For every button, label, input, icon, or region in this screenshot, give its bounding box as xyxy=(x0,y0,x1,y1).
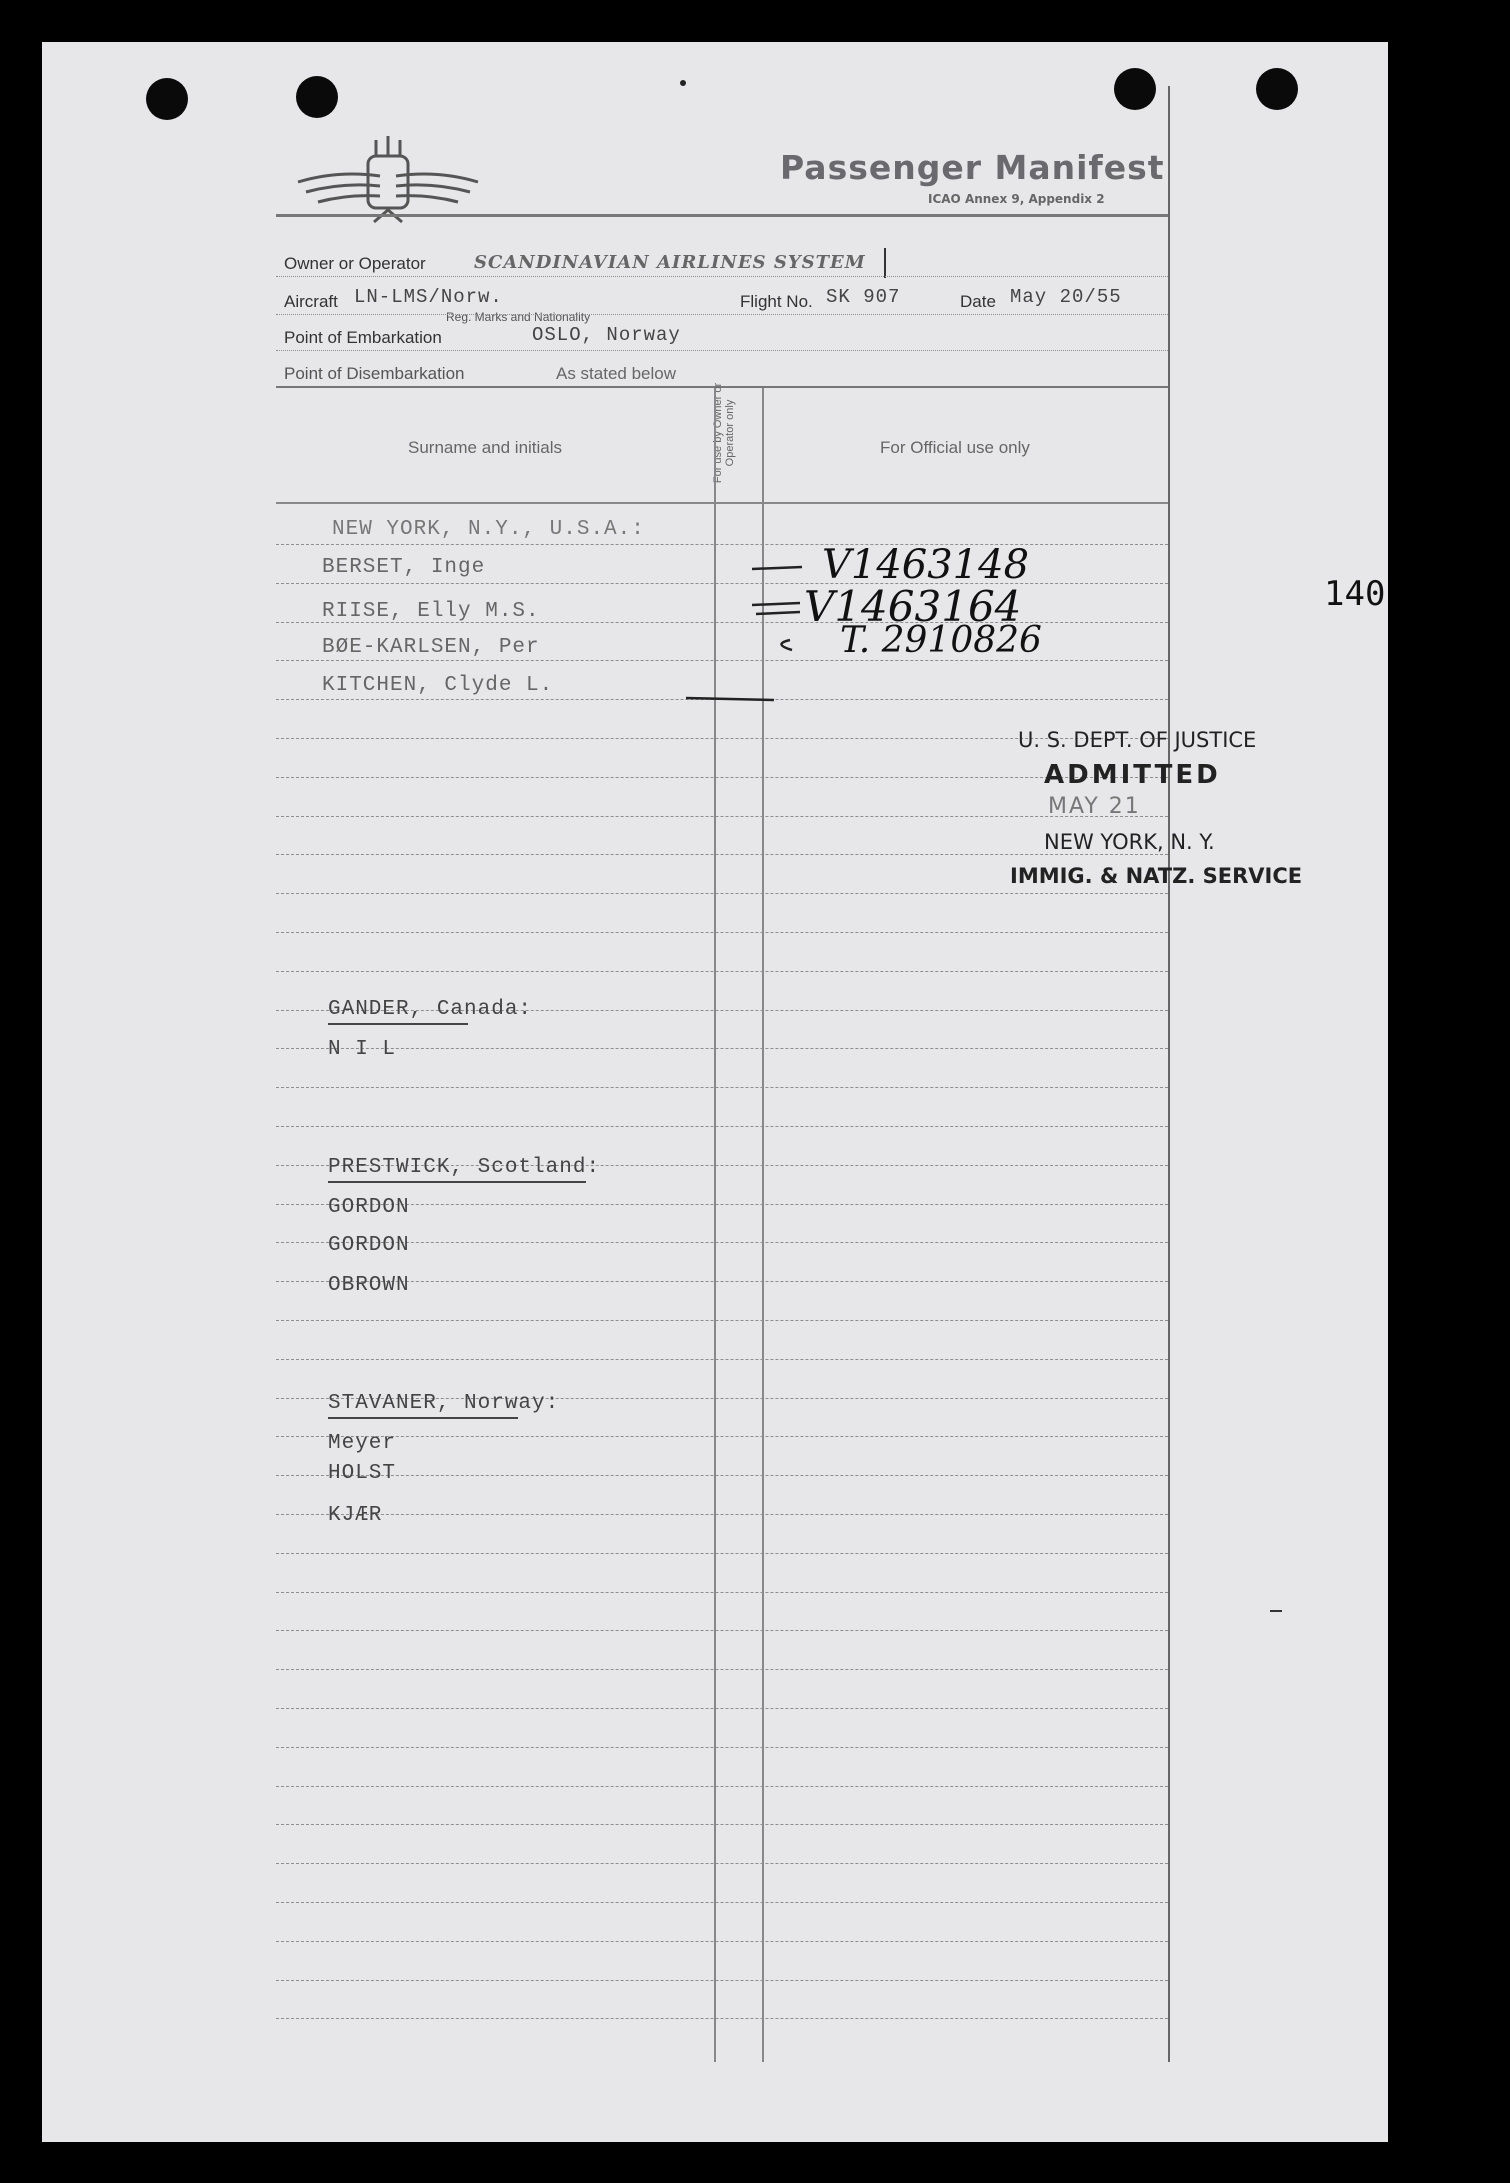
row-line xyxy=(276,893,1168,894)
row-line xyxy=(276,1592,1168,1593)
row-line xyxy=(276,1824,1168,1825)
owner-value: SCANDINAVIAN AIRLINES SYSTEM xyxy=(474,252,866,273)
row-line xyxy=(276,1475,1168,1476)
row-line xyxy=(276,932,1168,933)
row-line xyxy=(276,1669,1168,1670)
section-heading-underline xyxy=(328,1181,586,1183)
flight-label: Flight No. xyxy=(740,292,813,311)
stamp-line: MAY 21 xyxy=(1048,794,1141,819)
list-item: GORDON xyxy=(328,1196,410,1219)
row-line xyxy=(276,1553,1168,1554)
list-item: Meyer xyxy=(328,1432,397,1455)
margin-number: 140 xyxy=(1324,574,1386,614)
row-line xyxy=(276,1359,1168,1360)
speck xyxy=(680,80,686,86)
handwritten-number: V1463148 xyxy=(822,542,1030,588)
row-line xyxy=(276,1436,1168,1437)
field-underline xyxy=(276,350,1170,351)
column-header-owner-use: For use by Owner or Operator only xyxy=(712,382,736,484)
row-line xyxy=(276,1242,1168,1243)
date-value: May 20/55 xyxy=(1010,286,1122,308)
stamp-line: U. S. DEPT. OF JUSTICE xyxy=(1018,728,1257,752)
row-line xyxy=(276,1786,1168,1787)
date-label: Date xyxy=(960,292,996,311)
row-line xyxy=(276,1514,1168,1515)
stamp-line: NEW YORK, N. Y. xyxy=(1044,830,1215,854)
row-line xyxy=(276,1204,1168,1205)
stamp-line: ADMITTED xyxy=(1044,760,1221,790)
aircraft-label: Aircraft xyxy=(284,292,338,311)
list-item: GORDON xyxy=(328,1234,410,1257)
column-divider xyxy=(1168,86,1170,2062)
document-subtitle: ICAO Annex 9, Appendix 2 xyxy=(928,192,1105,206)
owner-label: Owner or Operator xyxy=(284,254,426,273)
punch-hole xyxy=(146,78,188,120)
section-heading: GANDER, Canada: xyxy=(328,998,533,1021)
list-item: RIISE, Elly M.S. xyxy=(322,600,540,623)
section-heading-underline xyxy=(328,1023,468,1025)
header-rule xyxy=(276,214,1170,217)
document-title: Passenger Manifest xyxy=(780,148,1165,187)
field-underline xyxy=(276,314,1170,315)
handwritten-number: V1463164 xyxy=(804,582,1022,631)
header-bottom-rule xyxy=(276,502,1170,504)
row-line xyxy=(276,1747,1168,1748)
aircraft-reg-note: Reg. Marks and Nationality xyxy=(446,310,591,324)
row-line xyxy=(276,544,1168,545)
column-header-official: For Official use only xyxy=(880,438,1030,457)
aircraft-value: LN-LMS/Norw. xyxy=(354,286,503,308)
list-item: BERSET, Inge xyxy=(322,556,486,579)
row-line xyxy=(276,854,1168,855)
speck xyxy=(1270,1610,1282,1612)
flight-value: SK 907 xyxy=(826,286,901,308)
stamp-line: IMMIG. & NATZ. SERVICE xyxy=(1010,864,1303,888)
row-line xyxy=(276,1281,1168,1282)
row-line xyxy=(276,1863,1168,1864)
row-line xyxy=(276,1902,1168,1903)
row-line xyxy=(276,1048,1168,1049)
row-line xyxy=(276,1087,1168,1088)
list-item: KJÆR xyxy=(328,1504,383,1527)
handwritten-number: T. 2910826 xyxy=(840,620,1042,661)
list-item: KITCHEN, Clyde L. xyxy=(322,674,554,697)
list-item: NEW YORK, N.Y., U.S.A.: xyxy=(332,518,645,541)
embarkation-value: OSLO, Norway xyxy=(532,324,681,346)
row-line xyxy=(276,1941,1168,1942)
row-line xyxy=(276,1320,1168,1321)
punch-hole xyxy=(1256,68,1298,110)
row-line xyxy=(276,1630,1168,1631)
embarkation-label: Point of Embarkation xyxy=(284,328,442,347)
section-heading: PRESTWICK, Scotland: xyxy=(328,1156,601,1179)
pen-marks xyxy=(622,552,822,722)
punch-hole xyxy=(1114,68,1156,110)
airline-logo xyxy=(288,132,488,232)
row-line xyxy=(276,1980,1168,1981)
field-underline xyxy=(276,276,1170,277)
manifest-sheet xyxy=(42,42,1388,2142)
row-line xyxy=(276,777,1168,778)
section-heading-underline xyxy=(328,1417,518,1419)
section-heading: STAVANER, Norway: xyxy=(328,1392,560,1415)
disembarkation-label: Point of Disembarkation xyxy=(284,364,465,383)
row-line xyxy=(276,971,1168,972)
disembarkation-value: As stated below xyxy=(556,364,677,383)
row-line xyxy=(276,816,1168,817)
row-line xyxy=(276,1126,1168,1127)
row-line xyxy=(276,1708,1168,1709)
list-item: OBROWN xyxy=(328,1274,410,1297)
owner-mark xyxy=(884,248,886,278)
punch-hole xyxy=(296,76,338,118)
list-item: HOLST xyxy=(328,1462,397,1485)
column-header-surname: Surname and initials xyxy=(408,438,563,457)
list-item: N I L xyxy=(328,1038,397,1061)
row-line xyxy=(276,2018,1168,2019)
list-item: BØE-KARLSEN, Per xyxy=(322,636,540,659)
